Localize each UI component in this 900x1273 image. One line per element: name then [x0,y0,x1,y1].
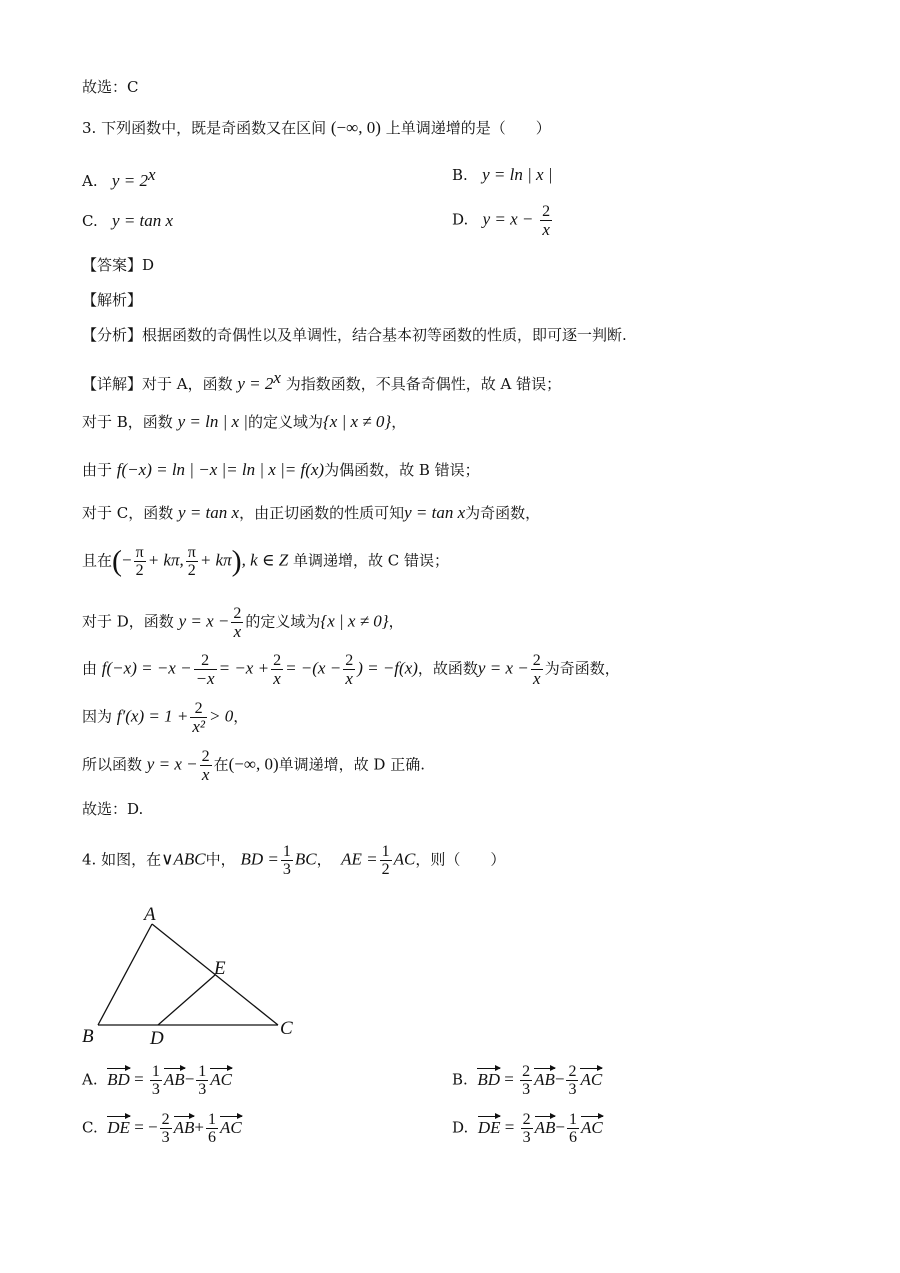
q3-detail-d3: 因为 f′(x) = 1 + $\frac{2}{\text{x²}}$ > 0， [82,700,249,736]
triangle-diagram [80,900,310,1050]
side-ab [98,924,152,1025]
q3-analysis: 【分析】根据函数的奇偶性以及单调性，结合基本初等函数的性质，即可逐一判断. [82,326,627,344]
label-c: C [280,1018,293,1039]
q3-final-choice: 故选：D. [82,800,144,818]
q3-interval: (−∞, 0) [330,118,381,137]
q3-detail-a: 【详解】对于 A，函数 $y = 2^x$ 为指数函数，不具备奇偶性，故 A 错误； [82,368,562,393]
q3-stem-text: 3. 下列函数中，既是奇函数又在区间 [82,119,327,137]
label-e: E [214,958,226,979]
option-expr: y = ln | x | [482,165,553,184]
option-expr: y = 2 [111,171,148,190]
option-exponent: x [147,165,156,184]
option-label: C. [82,212,98,230]
label-b: B [82,1026,94,1047]
q4-option-d: D. DE = $\frac{2}{3}$ AB− $\frac{1}{6}$ AC [452,1111,603,1146]
segment-de [158,975,215,1025]
option-label: A. [82,172,98,190]
q3-detail-c2: 且在(− $\frac{\pi}{2}$ + kπ, $\frac{\pi}{2}$ + kπ), k ∈ Z 单调递增，故 C 错误； [82,544,449,579]
q3-stem [82,118,551,138]
q4-stem: 4. 如图，在∨ABC中， BD = $\frac{1}{3}$ BC， AE = $\frac{1}{2}$ AC，则（ ） [82,843,506,878]
q3-detail-b1: 对于 B，函数 y = ln | x |的定义域为{x | x ≠ 0}， [82,412,407,431]
q3-detail-d1: 对于 D，函数 y = x − $\frac{2}{x}$ 的定义域为{x | x ≠ 0}， [82,605,404,641]
q3-analysis-head: 【解析】 [82,291,143,309]
q3-detail-d4: 所以函数 y = x − $\frac{2}{x}$ 在(−∞, 0)单调递增，故 D 正确. [82,748,425,784]
q3-answer: 【答案】D [82,256,155,274]
fraction: $\frac{2}{x}$ [542,203,551,239]
q3-option-c [82,211,173,231]
q3-option-a [82,165,156,191]
q4-option-a: A. BD = $\frac{1}{3}$ AB− $\frac{1}{3}$ AC [82,1063,233,1098]
q3-option-b [452,165,553,185]
q4-option-c: C. DE = − $\frac{2}{3}$ AB+ $\frac{1}{6}$ AC [82,1111,242,1146]
q4-option-b: B. BD = $\frac{2}{3}$ AB− $\frac{2}{3}$ AC [452,1063,603,1098]
q3-detail-c1: 对于 C，函数 y = tan x，由正切函数的性质可知y = tan x为奇函数， [82,503,541,522]
q3-detail-d2: 由 f(−x) = −x − $\frac{2}{-x}$ = −x + $\frac{2}{x}$ = −(x − $\frac{2}{x}$ ) = −f(x)，故函数y = x − $\frac{2}{x}$ 为奇函数， [82,652,620,688]
option-expr: y = tan x [112,211,174,230]
label-a: A [144,904,156,925]
previous-answer-choice: 故选：C [82,78,139,96]
q3-stem-tail: 上单调递增的是（ ） [385,119,551,137]
option-expr: y = x − [482,209,534,229]
option-label: B. [452,166,468,184]
q3-detail-b2: 由于 f(−x) = ln | −x |= ln | x |= f(x)为偶函数，故 B 错误； [82,460,480,479]
option-label: D. [452,210,469,229]
q3-option-d [452,203,554,238]
label-d: D [150,1028,164,1049]
